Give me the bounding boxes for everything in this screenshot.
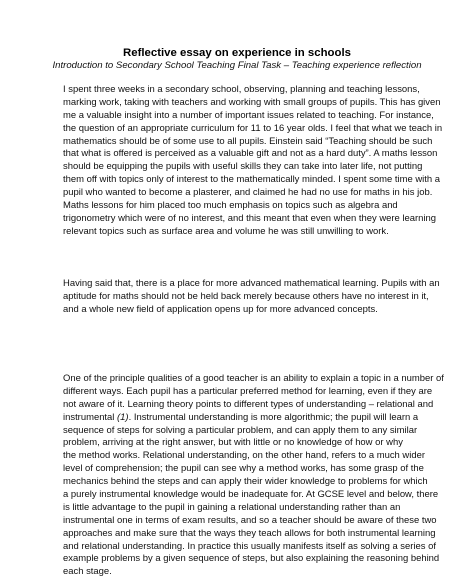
paragraph-line: and a whole new field of application opens up for more advanced concepts. bbox=[63, 303, 378, 315]
paragraph-line: that what is offered is perceived as a valuable gift and not as a hard duty”. A maths lesson bbox=[63, 148, 438, 160]
document-title: Reflective essay on experience in schools bbox=[123, 47, 351, 59]
paragraph-line: example problems by a given sequence of steps, but also explaining the reasoning behind bbox=[63, 553, 440, 565]
paragraph-line: them off with topics only of interest to the mathematically minded. I spent some time with a bbox=[63, 174, 440, 186]
paragraph-line: the question of an appropriate curriculum for 11 to 16 year olds. I feel that what we teach in bbox=[63, 122, 443, 134]
line-text-after-citation: . Instrumental understanding is more algorithmic; the pupil will learn a bbox=[128, 411, 419, 423]
paragraph-line: aptitude for maths should not be held back merely because others have no interest in it, bbox=[63, 290, 429, 302]
paragraph-line: me a valuable insight into a number of important issues related to teaching. For instance, bbox=[63, 109, 434, 121]
paragraph-line: Maths lessons for him placed too much emphasis on topics such as algebra and bbox=[63, 200, 398, 212]
paragraph-line: Having said that, there is a place for more advanced mathematical learning. Pupils with an bbox=[63, 278, 440, 289]
paragraph-line: sequence of steps for solving a particular problem, and can apply them to any similar bbox=[63, 424, 418, 436]
paragraph-line: different ways. Each pupil has a particular preferred method for learning, even if they are bbox=[63, 385, 433, 397]
paragraph-line: problem, arriving at the right answer, but with little or no knowledge of how or why bbox=[63, 437, 403, 449]
paragraph-line-with-citation bbox=[63, 412, 463, 425]
paragraph-line: a purely instrumental knowledge would be inadequate for. At GCSE level and below, there bbox=[63, 489, 439, 501]
document-subtitle: Introduction to Secondary School Teaching Final Task – Teaching experience reflection bbox=[52, 60, 422, 71]
paragraph-line: and relational understanding. In practice this usually manifests itself as solving a series of bbox=[63, 540, 436, 552]
paragraph-line: relevant topics such as surface area and volume he was still unwilling to work. bbox=[63, 225, 389, 237]
paragraph-3 bbox=[63, 373, 463, 579]
paragraph-line: not aware of it. Learning theory points to different types of understanding – relational and bbox=[63, 398, 434, 410]
paragraph-line: One of the principle qualities of a good teacher is an ability to explain a topic in a number of bbox=[63, 373, 444, 384]
paragraph-line: the method works. Relational understanding, on the other hand, refers to a much wider bbox=[63, 450, 425, 462]
paragraph-line: mathematics should be of some use to all pupils. Einstein said “Teaching should be such bbox=[63, 135, 433, 147]
paragraph-line: each stage. bbox=[63, 566, 112, 578]
paragraph-line: trigonometry which were of no interest, and this meant that even when they were learning bbox=[63, 212, 436, 224]
paragraph-1 bbox=[63, 84, 463, 239]
paragraph-line: level of comprehension; the pupil can see why a method works, has some grasp of the bbox=[63, 463, 424, 475]
paragraph-2 bbox=[63, 278, 463, 317]
paragraph-line: mechanics behind the steps and can apply their wider knowledge to problems for which bbox=[63, 476, 428, 488]
paragraph-line: pupil who wanted to become a plasterer, and claimed he had no use for maths in his job. bbox=[63, 187, 433, 199]
paragraph-line: I spent three weeks in a secondary school, observing, planning and teaching lessons, bbox=[63, 84, 420, 95]
paragraph-line: marking work, taking with teachers and working with small groups of pupils. This has given bbox=[63, 96, 441, 108]
paragraph-line: instrumental one in terms of exam results, and so a teacher should be aware of these two bbox=[63, 514, 437, 526]
line-text-before-citation: instrumental bbox=[63, 411, 118, 423]
paragraph-line: is little advantage to the pupil in gaining a relational understanding rather than an bbox=[63, 501, 401, 513]
citation-reference: (1) bbox=[117, 411, 129, 423]
paragraph-line: should be equipping the pupils with useful skills they can take into later life, not putting bbox=[63, 161, 423, 173]
paragraph-line: approaches and make sure that the ways they teach allows for both instrumental learning bbox=[63, 527, 436, 539]
